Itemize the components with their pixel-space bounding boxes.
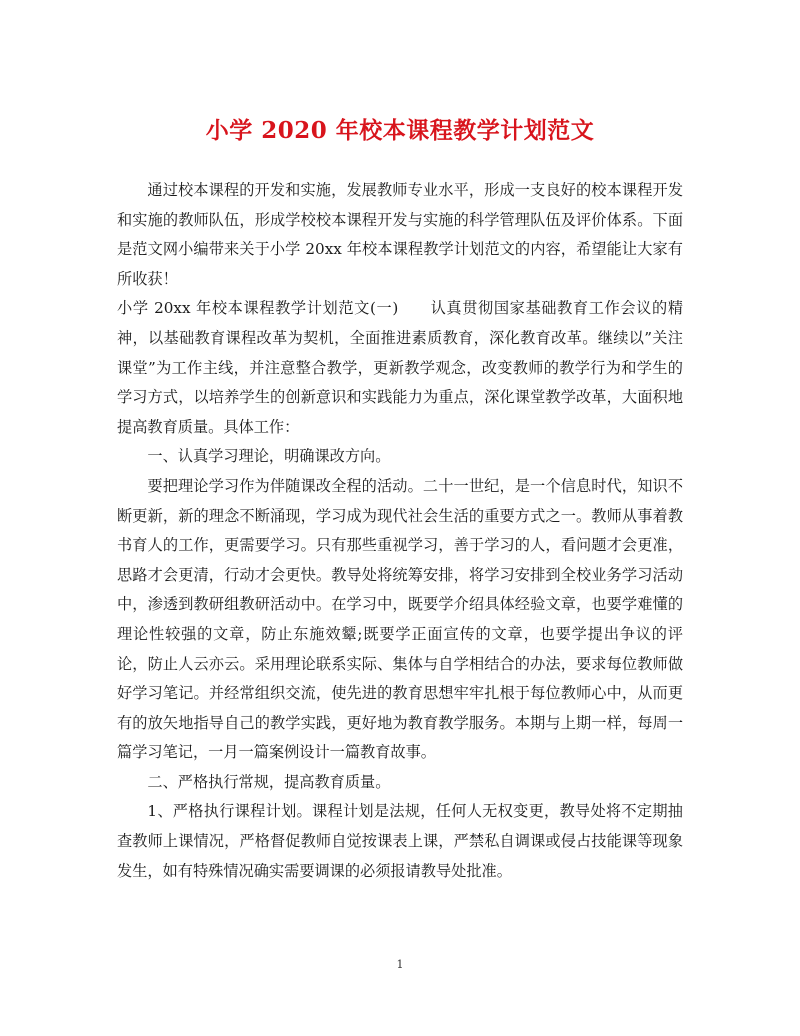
section-paragraph: [117, 294, 683, 442]
point-two-heading: 二、严格执行常规，提高教育质量。: [147, 772, 391, 791]
point-one-paragraph: 要把理论学习作为伴随课改全程的活动。二十一世纪，是一个信息时代，知识不断更新，新的理念不断涌现，学习成为现代社会生活的重要方式之一。教师从事着教书育人的工作，更需要学习。只有那些重视学习，善于学习的人，看问题才会更准，思路才会更清，行动才会更快。教导处将统筹安排，将学习安排到全校业务学习活动中，渗透到教研组教研活动中。在学习中，既要学介绍具体经验文章，也要学难懂的理论性较强的文章，防止东施效颦;既要学正面宣传的文章，也要学提出争议的评论，防止人云亦云。采用理论联系实际、集体与自学相结合的办法，要求每位教师做好学习笔记。并经常组织交流，使先进的教育思想牢牢扎根于每位教师心中，从而更有的放矢地指导自己的教学实践，更好地为教育教学服务。本期与上期一样，每周一篇学习笔记，一月一篇案例设计一篇教育故事。: [117, 476, 683, 762]
document-title: 小学 2020 年校本课程教学计划范文: [205, 117, 595, 144]
document-body: [117, 176, 683, 886]
point-two-item-one: 1、严格执行课程计划。课程计划是法规，任何人无权变更，教导处将不定期抽查教师上课情况，严格督促教师自觉按课表上课，严禁私自调课或侵占技能课等现象发生，如有特殊情况确实需要调课的必须报请教导处批准。: [117, 802, 683, 880]
section-heading: 小学 20xx 年校本课程教学计划范文(一): [117, 299, 399, 318]
intro-paragraph: 通过校本课程的开发和实施，发展教师专业水平，形成一支良好的校本课程开发和实施的教师队伍，形成学校校本课程开发与实施的科学管理队伍及评价体系。下面是范文网小编带来关于小学 20xx 年校本课程教学计划范文的内容，希望能让大家有所收获！: [117, 181, 683, 288]
page-number: 1: [396, 958, 404, 971]
point-one-heading: 一、认真学习理论，明确课改方向。: [147, 447, 391, 466]
section-intro: 认真贯彻国家基础教育工作会议的精神，以基础教育课程改革为契机，全面推进素质教育，深化教育改革。继续以”关注课堂”为工作主线，并注意整合教学，更新教学观念，改变教师的教学行为和学生的学习方式，以培养学生的创新意识和实践能力为重点，深化课堂教学改革，大面积地提高教育质量。具体工作：: [117, 299, 684, 436]
